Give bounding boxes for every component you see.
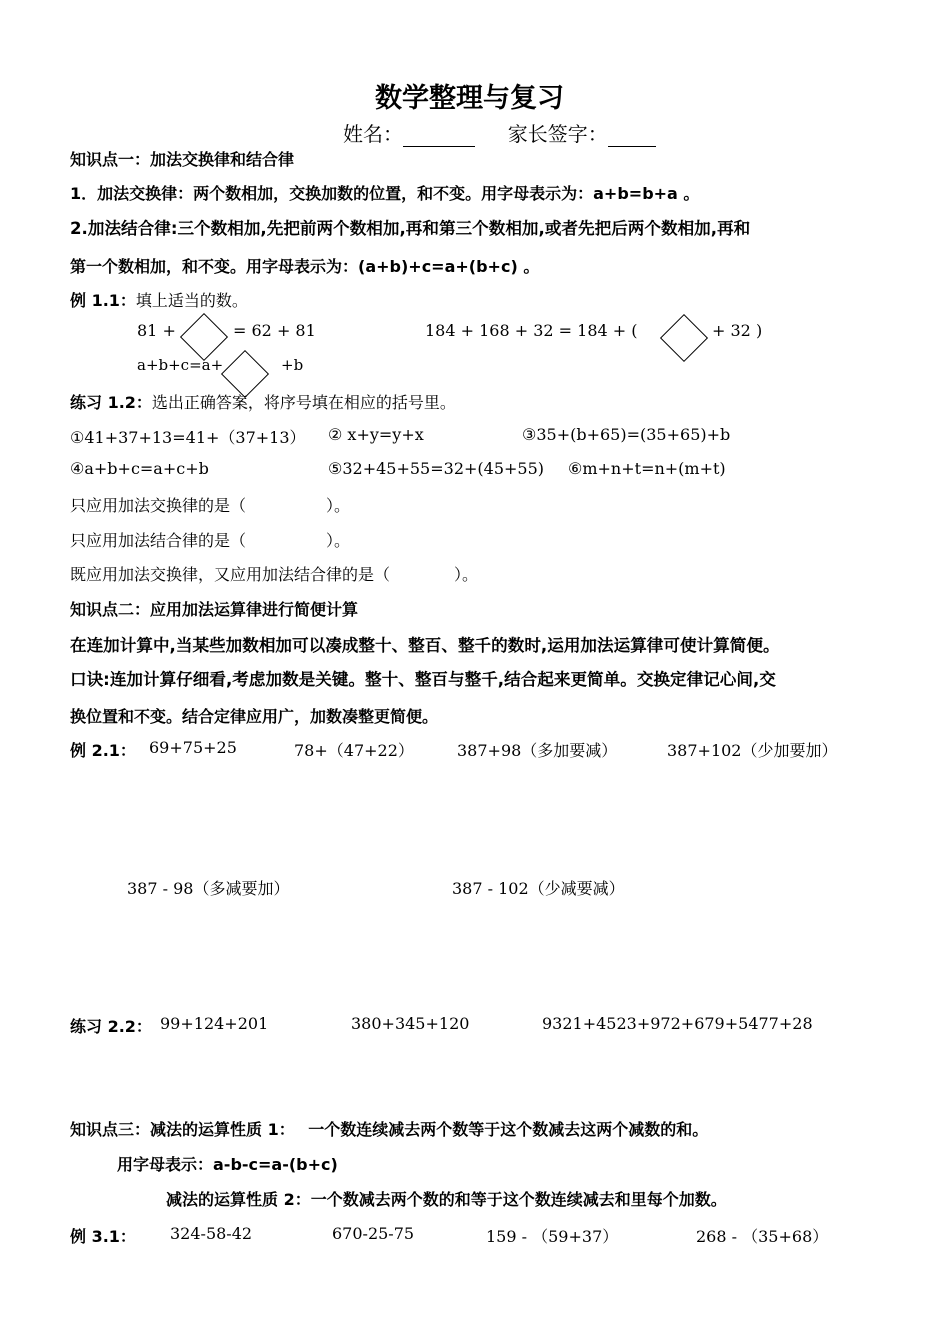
example-instruction: 填上适当的数。	[135, 291, 248, 310]
k2-heading: 知识点二：应用加法运算律进行简便计算	[70, 600, 359, 619]
practice-1-2	[70, 390, 456, 413]
fill-b-left: 184 + 168 + 32 = 184 + (	[425, 321, 638, 340]
fill-diamond-box[interactable]	[180, 313, 228, 361]
k3-heading	[70, 1117, 708, 1140]
example-3-1-label: 例 3.1：	[70, 1227, 136, 1246]
example-2-1-item: 69+75+25	[149, 738, 237, 757]
question-associative: 只应用加法结合律的是（ ）。	[70, 531, 351, 550]
fill-c-right: +b	[281, 356, 304, 374]
header-line	[343, 118, 656, 147]
practice-instruction: 选出正确答案，将序号填在相应的括号里。	[151, 393, 456, 412]
k3-formula: 用字母表示：a-b-c=a-(b+c)	[117, 1155, 338, 1174]
practice-2-2-item: 380+345+120	[351, 1014, 470, 1033]
question-both: 既应用加法交换律，又应用加法结合律的是（ ）。	[70, 565, 479, 584]
k1-rule2-line1: 2.加法结合律:三个数相加,先把前两个数相加,再和第三个数相加,或者先把后两个数相加,再和	[70, 219, 751, 238]
example-label: 例 1.1：	[70, 291, 136, 310]
option-4: ④a+b+c=a+c+b	[70, 459, 209, 478]
k1-heading: 知识点一：加法交换律和结合律	[70, 150, 295, 169]
k2-paragraph-2: 口诀:连加计算仔细看,考虑加数是关键。整十、整百与整千,结合起来更简单。交换定律记心间,交	[70, 670, 776, 689]
question-commutative: 只应用加法交换律的是（ ）。	[70, 496, 351, 515]
example-2-1-item: 387+102（少加要加）	[667, 741, 838, 760]
k3-property-2: 减法的运算性质 2：一个数减去两个数的和等于这个数连续减去和里每个加数。	[166, 1190, 727, 1209]
k2-paragraph-1: 在连加计算中,当某些加数相加可以凑成整十、整百、整千的数时,运用加法运算律可使计算简便。	[70, 636, 780, 655]
example-3-1-item: 159 - （59+37）	[486, 1227, 619, 1246]
example-2-1-item: 78+（47+22）	[294, 741, 414, 760]
option-5: ⑤32+45+55=32+(45+55)	[328, 459, 545, 478]
example-2-1-item: 387 - 102（少减要减）	[452, 879, 625, 898]
fill-c-left: a+b+c=a+	[137, 356, 224, 374]
parent-signature-label: 家长签字：	[507, 122, 608, 146]
k3-heading-rule: 一个数连续减去两个数等于这个数减去这两个减数的和。	[308, 1120, 709, 1139]
k2-paragraph-3: 换位置和不变。结合定律应用广，加数凑整更简便。	[70, 707, 439, 726]
fill-b-right: + 32 )	[712, 321, 763, 340]
name-blank[interactable]	[403, 128, 475, 147]
k1-rule2-line2: 第一个数相加，和不变。用字母表示为：(a+b)+c=a+(b+c) 。	[70, 257, 540, 276]
option-3: ③35+(b+65)=(35+65)+b	[522, 425, 731, 444]
k1-rule1: 1．加法交换律：两个数相加，交换加数的位置，和不变。用字母表示为：a+b=b+a 。	[70, 184, 700, 203]
option-1: ①41+37+13=41+（37+13）	[70, 428, 306, 447]
option-6: ⑥m+n+t=n+(m+t)	[568, 459, 726, 478]
name-label: 姓名：	[343, 122, 403, 146]
fill-a-left: 81 +	[137, 321, 176, 340]
parent-signature-blank[interactable]	[608, 128, 656, 147]
option-2: ② x+y=y+x	[328, 425, 424, 444]
example-3-1-item: 670-25-75	[332, 1224, 415, 1243]
example-3-1-item: 268 - （35+68）	[696, 1227, 829, 1246]
k3-heading-title: 知识点三：减法的运算性质 1：	[70, 1120, 295, 1139]
page-title: 数学整理与复习	[375, 83, 564, 114]
example-3-1-item: 324-58-42	[170, 1224, 253, 1243]
example-2-1-item: 387 - 98（多减要加）	[127, 879, 290, 898]
practice-label: 练习 1.2：	[70, 393, 152, 412]
example-2-1-item: 387+98（多加要减）	[457, 741, 618, 760]
example-1-1	[70, 288, 248, 311]
example-2-1-label: 例 2.1：	[70, 741, 136, 760]
practice-2-2-item: 9321+4523+972+679+5477+28	[542, 1014, 813, 1033]
fill-a-right: = 62 + 81	[233, 321, 316, 340]
practice-2-2-label: 练习 2.2：	[70, 1017, 152, 1036]
fill-diamond-box[interactable]	[660, 314, 708, 362]
practice-2-2-item: 99+124+201	[160, 1014, 269, 1033]
